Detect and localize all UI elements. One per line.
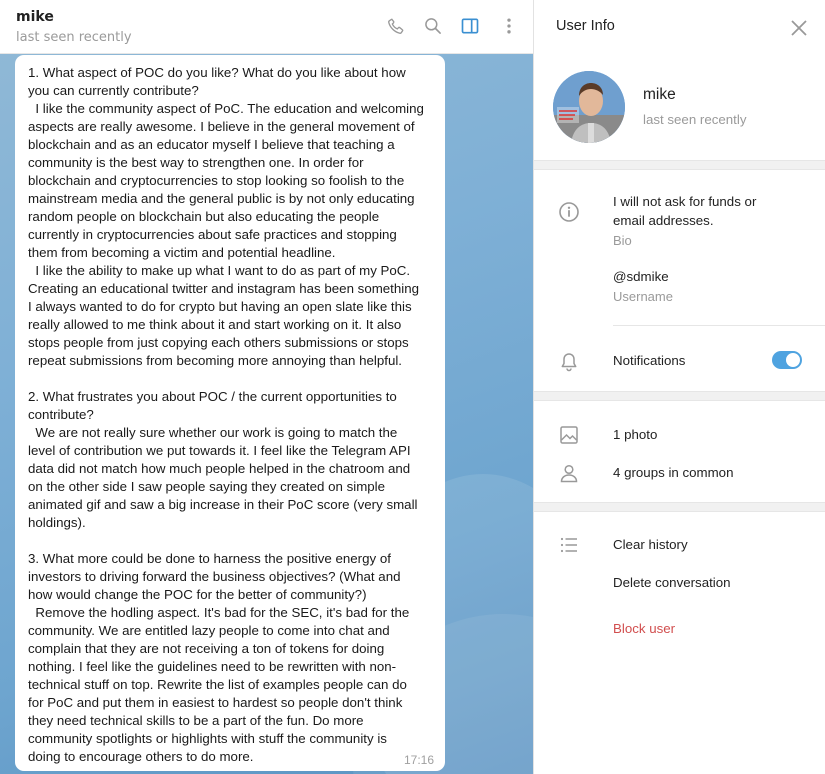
section-divider: [534, 160, 825, 170]
delete-conversation-button[interactable]: Delete conversation: [613, 575, 731, 590]
avatar[interactable]: [553, 71, 625, 143]
profile-name: mike: [643, 86, 676, 103]
search-icon[interactable]: [421, 14, 445, 38]
bio-text[interactable]: I will not ask for funds or email addresses.: [613, 194, 757, 228]
list-icon: [558, 534, 580, 556]
info-icon: [558, 201, 580, 223]
chat-status: last seen recently: [16, 30, 132, 45]
more-vertical-icon[interactable]: [497, 14, 521, 38]
block-user-button[interactable]: Block user: [613, 621, 676, 636]
sidebar-toggle-icon[interactable]: [458, 14, 482, 38]
bell-icon: [558, 351, 580, 373]
message-text: 1. What aspect of POC do you like? What do you like about how you can currently contribute? I like the community aspect of PoC. The education and welcoming aspects are really awesome. I believe in the general movement of blockchain and as an educator myself I believe that teaching a community is the best way to strengthen one. In order for blockchain and cryptocurrencies to stop looking so foolish to the mainstream media and the general public is by not only educating random people on blockchain but also educating the people currently in cryptocurrencies about safe practices and stopping them from becoming a victim and potential headline. I like the ability to make up what I want to do as part of my PoC. Creating an educational twitter and instagram has been something I always wanted to do for crypto but having an open slate like this really allowed to me think about it and start working on it. It also stops people from just copying each others submissions or stops repeat submissions from becoming more annoying than helpful. 2. What frustrates you about POC / the current opportunities to contribute? We are not really sure whether our work is going to match the level of contribution we put towards it. I feel like the Telegram API data did not match how much people helped in the chatroom and on the other side I saw people saying they created on simple animated gif and saw a big increase in their PoC score (very small holdings). 3. What more could be done to harness the positive energy of investors to driving forward the business objectives? (What and how would change the POC for the better of community?) Remove the hodling aspect. It's bad for the SEC, it's bad for the community. We are entitled lazy people to come into chat and complain that they are not receiving a ton of tokens for doing nothing. I feel like the guidelines need to be rewritten with non- technical stuff on top. Rewrite the list of examples people can do for PoC and put them in easiest to hardest so people don't think they need technical skills to be a part of the fun. Do more community spotlights or highlights with stuff the community is doing to encourage others to do more.: [28, 65, 424, 764]
profile-status: last seen recently: [643, 112, 747, 127]
username-label: Username: [613, 289, 673, 304]
chat-header: [0, 0, 533, 54]
notifications-toggle[interactable]: [772, 351, 802, 369]
panel-title: User Info: [556, 18, 615, 34]
divider-line: [613, 325, 825, 326]
username-text[interactable]: @sdmike: [613, 269, 669, 284]
photo-icon: [558, 424, 580, 446]
clear-history-button[interactable]: Clear history: [613, 537, 688, 552]
photos-link[interactable]: 1 photo: [613, 427, 658, 442]
bio-label: Bio: [613, 233, 632, 248]
message-bubble[interactable]: [15, 55, 445, 771]
user-info-panel: [533, 0, 825, 774]
chat-title[interactable]: mike: [16, 9, 54, 25]
phone-icon[interactable]: [384, 14, 408, 38]
toggle-knob: [785, 352, 801, 368]
section-divider: [534, 502, 825, 512]
section-divider: [534, 391, 825, 401]
close-icon[interactable]: [788, 17, 810, 39]
user-icon: [558, 462, 580, 484]
notifications-label[interactable]: Notifications: [613, 353, 686, 368]
groups-in-common-link[interactable]: 4 groups in common: [613, 465, 734, 480]
message-time: 17:16: [403, 753, 434, 767]
